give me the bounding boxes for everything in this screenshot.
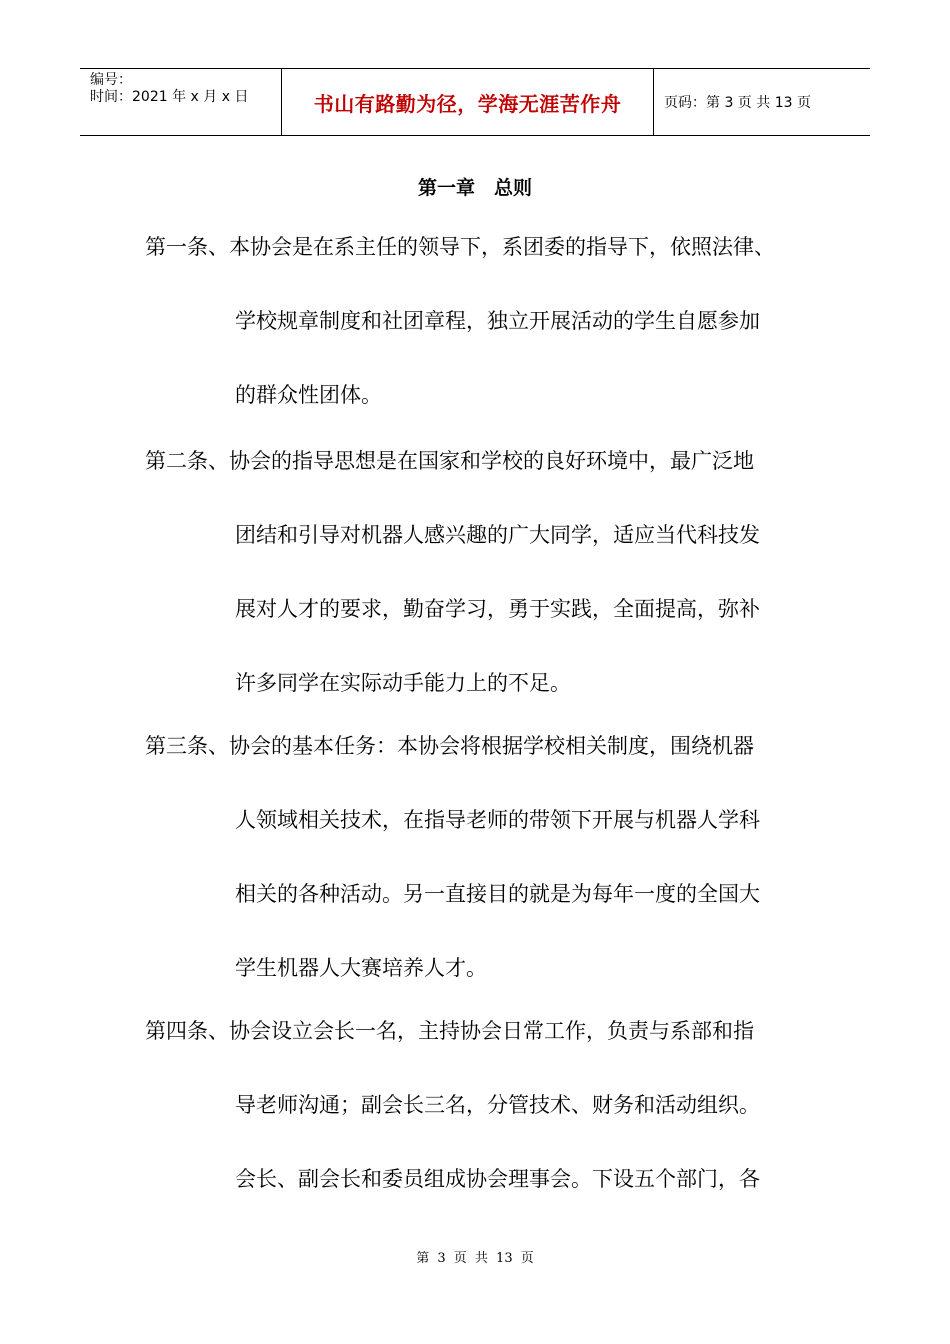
motto-text: 书山有路勤为径，学海无涯苦作舟 [313, 91, 622, 116]
article-line: 第二条、协会的指导思想是在国家和学校的良好环境中，最广泛地 [145, 449, 754, 473]
article-line: 第一条、本协会是在系主任的领导下，系团委的指导下，依照法律、 [145, 235, 775, 259]
article-line: 展对人才的要求，勤奋学习，勇于实践，全面提高，弥补 [235, 597, 760, 621]
article-line: 人领域相关技术，在指导老师的带领下开展与机器人学科 [235, 808, 760, 832]
header-motto-cell [282, 69, 654, 135]
article-line: 第三条、协会的基本任务：本协会将根据学校相关制度，围绕机器 [145, 734, 754, 758]
article-2 [145, 424, 810, 720]
number-label: 编号： [90, 72, 132, 88]
chapter-title: 第一章 总则 [417, 177, 532, 199]
article-line: 导老师沟通；副会长三名，分管技术、财务和活动组织。 [235, 1093, 760, 1117]
article-line: 的群众性团体。 [235, 383, 382, 407]
article-line: 第四条、协会设立会长一名，主持协会日常工作，负责与系部和指 [145, 1019, 754, 1043]
article-3 [145, 709, 810, 1005]
article-line: 许多同学在实际动手能力上的不足。 [235, 671, 571, 695]
article-line: 团结和引导对机器人感兴趣的广大同学，适应当代科技发 [235, 523, 760, 547]
document-header [80, 68, 870, 136]
article-4 [145, 994, 810, 1216]
article-1 [145, 210, 810, 432]
header-page-cell [654, 69, 870, 135]
header-meta-cell [80, 69, 282, 135]
article-line: 学生机器人大赛培养人才。 [235, 956, 487, 980]
article-line: 会长、副会长和委员组成协会理事会。下设五个部门，各 [235, 1167, 760, 1191]
page-info: 页码：第 3 页 共 13 页 [664, 95, 811, 111]
article-line: 相关的各种活动。另一直接目的就是为每年一度的全国大 [235, 882, 760, 906]
date-label: 时间：2021 年 x 月 x 日 [90, 89, 249, 105]
article-line: 学校规章制度和社团章程，独立开展活动的学生自愿参加 [235, 309, 760, 333]
page-footer: 第 3 页 共 13 页 [416, 1251, 534, 1266]
